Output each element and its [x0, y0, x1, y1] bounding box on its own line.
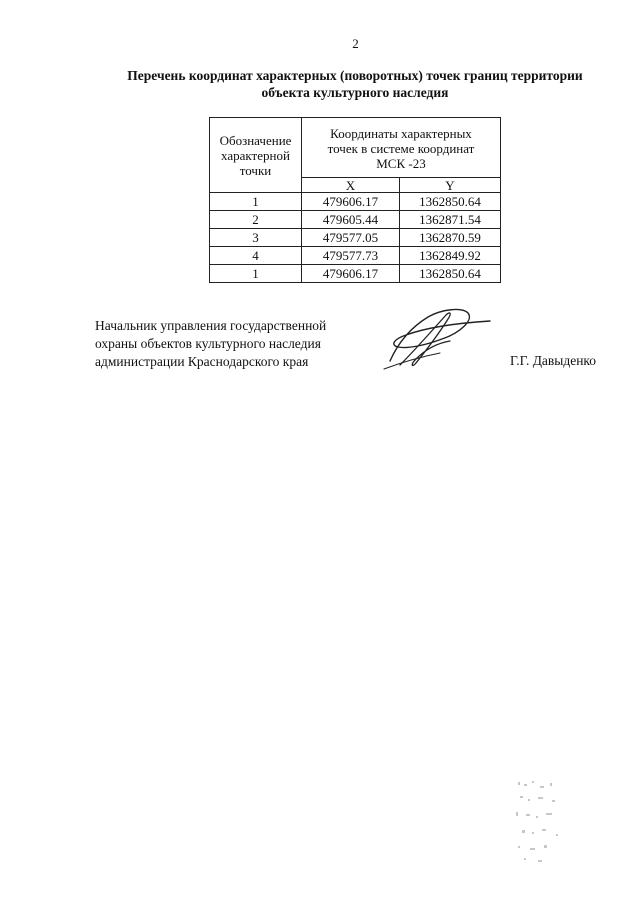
document-title: [95, 67, 615, 101]
cell-y: 1362850.64: [400, 193, 501, 211]
header-x: X: [302, 178, 400, 193]
header-y: Y: [400, 178, 501, 193]
signer-position-line: охраны объектов культурного наследия: [95, 336, 321, 351]
header-coords-line: МСК -23: [376, 156, 426, 171]
table-row: [210, 211, 501, 229]
page-number: 2: [352, 36, 359, 51]
cell-x: 479605.44: [302, 211, 400, 229]
faint-stamp-mark: [510, 772, 570, 867]
header-coords-line: точек в системе координат: [327, 141, 475, 156]
document-title-line-1: Перечень координат характерных (поворотных) точек границ территории: [127, 68, 583, 83]
handwritten-signature: [380, 303, 498, 373]
signer-position-line: Начальник управления государственной: [95, 318, 327, 333]
header-coords-line: Координаты характерных: [330, 126, 472, 141]
header-coordinates: [302, 118, 501, 178]
cell-x: 479606.17: [302, 265, 400, 283]
cell-y: 1362849.92: [400, 247, 501, 265]
cell-x: 479577.05: [302, 229, 400, 247]
cell-x: 479577.73: [302, 247, 400, 265]
cell-y: 1362871.54: [400, 211, 501, 229]
header-point-designation: [210, 118, 302, 193]
cell-point: 2: [210, 211, 302, 229]
table-header-row: [210, 118, 501, 178]
signer-name: Г.Г. Давыденко: [510, 353, 597, 368]
table-row: [210, 247, 501, 265]
cell-point: 1: [210, 265, 302, 283]
cell-point: 3: [210, 229, 302, 247]
cell-y: 1362870.59: [400, 229, 501, 247]
table-row: [210, 265, 501, 283]
header-point-line: точки: [239, 162, 272, 178]
table-row: [210, 193, 501, 211]
signer-position: [95, 317, 326, 371]
signer-position-line: администрации Краснодарского края: [95, 354, 309, 369]
cell-point: 4: [210, 247, 302, 265]
header-point-line: характерной: [221, 147, 290, 163]
document-title-line-2: объекта культурного наследия: [261, 85, 449, 100]
cell-x: 479606.17: [302, 193, 400, 211]
cell-point: 1: [210, 193, 302, 211]
table-row: [210, 229, 501, 247]
coordinates-table: [209, 117, 501, 283]
header-point-line: Обозначение: [219, 132, 292, 148]
cell-y: 1362850.64: [400, 265, 501, 283]
